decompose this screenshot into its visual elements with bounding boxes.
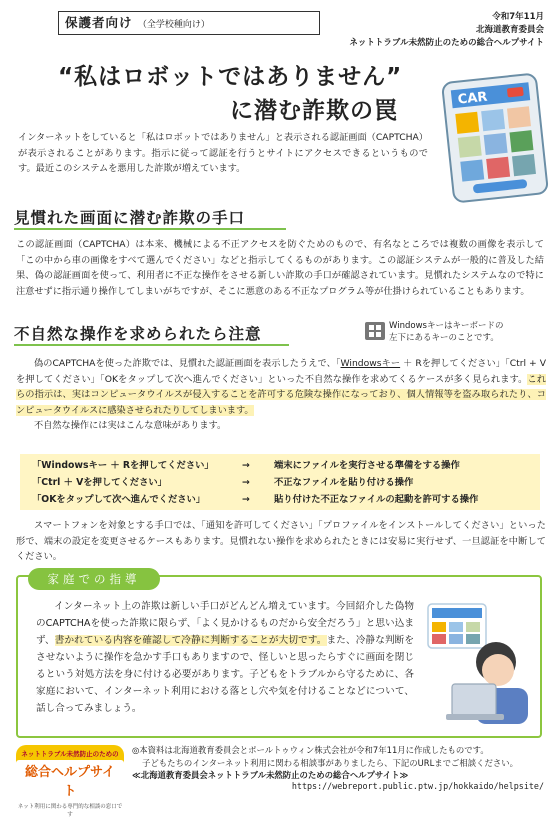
footer-site-name: ≪北海道教育委員会ネットトラブル未然防止のための総合ヘルプサイト≫ xyxy=(132,770,409,780)
section-heading-text: 見慣れた画面に潜む詐欺の手口 xyxy=(14,209,246,227)
intro-paragraph: インターネットをしていると「私はロボットではありません」と表示される認証画面（CAPTCHA）が表示されることがあります。指示に従って認証を行うとサイトにアクセスできるというものです。最近このシステムを悪用した詐欺が増えています。 xyxy=(18,132,428,174)
helpsite-url[interactable]: https://webreport.public.ptw.jp/hokkaido/helpsite/ xyxy=(291,781,544,791)
meaning-instruction: 「Ctrl ＋ Vを押してください」 xyxy=(32,477,167,488)
page-title-line2: に潜む詐欺の罠 xyxy=(230,98,398,124)
meaning-explanation: 不正なファイルを貼り付ける操作 xyxy=(274,477,414,488)
heading-underline xyxy=(14,344,289,346)
meaning-instruction: 「Windowsキー ＋ Rを押してください」 xyxy=(32,460,214,471)
audience-box xyxy=(58,11,320,35)
section3-body: スマートフォンを対象とする手口では、「通知を許可してください」「プロファイルをインストールしてください」といった形で、端末の設定を変更させるケースもあります。見慣れない操作を求められたときには安易に実行せず、一旦認証を中断してください。 xyxy=(16,520,546,562)
audience-sub: （全学校種向け） xyxy=(137,20,210,30)
family-guidance-heading: 家庭での指導 xyxy=(28,568,160,590)
meaning-explanation: 端末にファイルを実行させる準備をする操作 xyxy=(274,460,460,471)
family-highlight: 書かれている内容を確認して冷静に判断することが大切です。 xyxy=(54,635,327,646)
windows-key-term: Windowsキー xyxy=(340,358,401,369)
meaning-row xyxy=(32,491,540,508)
section2-text-b: ＋ Rを押してください」「Ctrl + Vを押してください」「OKをタップして次へ進んでください」といった不自然な操作を求めてくるケースが多く見られます。 xyxy=(16,358,547,385)
footer-notes xyxy=(132,744,518,782)
helpsite-logo xyxy=(16,745,124,818)
logo-top-text: ネットトラブル未然防止のための xyxy=(21,750,119,758)
family-text-a: インターネット上の詐欺は新しい手口がどんどん増えています。今回紹介した偽物のCAPTCHAを使った詐欺に限らず、「よく見かけるものだから安全だろう」と思い込まず、 xyxy=(36,601,414,646)
windows-key-icon xyxy=(365,322,385,340)
windows-key-note-line2: 左下にあるキーのことです。 xyxy=(389,333,499,343)
heading-underline xyxy=(14,228,286,230)
footer-note-2: 子どもたちのインターネット利用に関わる相談事がありましたら、下記のURLまでご相談ください。 xyxy=(142,757,518,768)
page-title-line1: “私はロボットではありません” xyxy=(58,64,403,90)
section-heading-unnatural-operation xyxy=(14,322,262,344)
section2-highlight: これらの指示は、実はコンピュータウイルスが侵入することを許可する危険な操作になっており、個人情報等を盗み取られたり、コンピュータウイルスに感染させられたりしてしまいます。 xyxy=(16,373,547,416)
windows-key-note xyxy=(389,320,503,344)
publisher: 北海道教育委員会 xyxy=(475,25,544,35)
meaning-explanation: 貼り付けた不正なファイルの起動を許可する操作 xyxy=(274,494,479,505)
section-heading-text: 不自然な操作を求められたら注意 xyxy=(14,325,262,343)
section1-body: この認証画面（CAPTCHA）は本来、機械による不正アクセスを防ぐためのもので、有名なところでは複数の画像を表示して「この中から車の画像をすべて選んでください」などと指示してくるものがあります。この認証システムが一般的に普及した結果、偽の認証画面を使って、利用者に不正な操作をさせる新しい詐欺の手口が確認されています。見慣れたシステムなので特に注意せずに指示通り操作してしまいがちですが、そこに悪意のある不正なプログラム等が仕掛けられていることもあります。 xyxy=(16,239,544,297)
meaning-row xyxy=(32,474,540,491)
worried-user-illustration xyxy=(418,600,536,730)
arrow-icon: → xyxy=(242,477,250,488)
arrow-icon: → xyxy=(242,460,250,471)
meaning-instruction: 「OKをタップして次へ進んでください」 xyxy=(32,494,206,505)
meaning-row xyxy=(32,457,540,474)
issue-date: 令和7年11月 xyxy=(492,12,544,22)
windows-key-note-line1: Windowsキーはキーボードの xyxy=(389,321,504,331)
section2-body xyxy=(16,356,546,434)
section-heading-familiar-screen xyxy=(14,206,245,228)
family-text-b: また、冷静な判断をさせないように操作を急かす手口もありますので、怪しいと思ったらすぐに画面を閉じるという対処方法を身に付ける必要があります。子どもをトラブルから守るために、各家庭において、インターネット利用における落とし穴や気を付けることなどについて、話し合ってみましょう。 xyxy=(36,635,415,714)
captcha-phone-illustration xyxy=(440,74,552,204)
section2-text-a: 偽のCAPTCHAを使った詐欺では、見慣れた認証画面を表示したうえで、「 xyxy=(34,358,341,369)
arrow-icon: → xyxy=(242,494,250,505)
family-guidance-body xyxy=(36,598,414,717)
site-name: ネットトラブル未然防止のための総合ヘルプサイト xyxy=(349,38,544,48)
header-meta xyxy=(349,11,544,50)
section2-text-c: 不自然な操作には実はこんな意味があります。 xyxy=(34,420,227,431)
footer-note-1: ◎本資料は北海道教育委員会とポールトゥウィン株式会社が令和7年11月に作成したものです。 xyxy=(132,745,489,755)
captcha-label: CAR xyxy=(457,89,489,108)
logo-sub-text: ネット利用に関わる専門的な相談の窓口です xyxy=(17,804,123,818)
logo-main-text: 総合ヘルプサイト xyxy=(16,760,124,800)
operation-meaning-box xyxy=(20,454,540,510)
audience-label: 保護者向け xyxy=(65,15,133,30)
